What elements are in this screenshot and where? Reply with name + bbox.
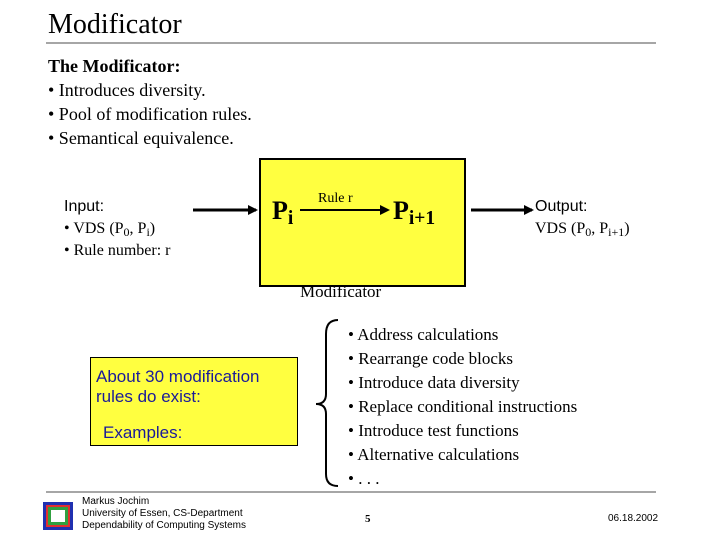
footer-author: Markus Jochim <box>82 496 150 507</box>
intro-heading: The Modificator: <box>48 56 181 76</box>
slide-title: Modificator <box>48 9 182 40</box>
list-item: • Rearrange code blocks <box>348 349 514 368</box>
footer-divider <box>46 491 656 493</box>
curly-brace <box>316 320 338 486</box>
intro-bullet: • Introduces diversity. <box>48 80 206 100</box>
pi1-sub: i+1 <box>408 207 436 229</box>
footer-affiliation: University of Essen, CS-Department <box>82 508 243 519</box>
intro-bullet: • Semantical equivalence. <box>48 128 234 148</box>
list-item: • Alternative calculations <box>348 445 520 464</box>
input-vds-sub0: 0 <box>123 225 130 239</box>
footer-group: Dependability of Computing Systems <box>82 520 246 531</box>
title-divider <box>46 42 656 44</box>
output-block <box>535 196 630 240</box>
note-line: About 30 modification <box>96 367 260 386</box>
examples-label: Examples: <box>103 423 183 442</box>
input-label: Input <box>64 198 100 215</box>
output-vds-prefix: VDS (P <box>535 220 586 237</box>
input-rule-number: • Rule number: r <box>64 242 171 259</box>
input-vds-mid: , P <box>129 220 147 237</box>
modificator-label: Modificator <box>300 282 382 301</box>
input-colon: : <box>99 198 105 215</box>
output-vds-mid: , P <box>591 220 609 237</box>
list-item: • Introduce data diversity <box>348 373 520 392</box>
output-vds <box>535 218 630 240</box>
footer-date: 06.18.2002 <box>608 513 659 524</box>
output-colon: : <box>583 198 588 215</box>
intro-block <box>48 54 252 150</box>
list-item: • Introduce test functions <box>348 421 519 440</box>
intro-bullet: • Pool of modification rules. <box>48 104 252 124</box>
output-vds-end: ) <box>624 220 630 237</box>
pi-sub: i <box>287 207 294 229</box>
input-vds-prefix: • VDS (P <box>64 220 124 237</box>
pi1-base: P <box>393 196 409 225</box>
footer-credits <box>82 496 246 532</box>
rule-label: Rule r <box>318 191 353 206</box>
input-vds-end: ) <box>149 220 156 237</box>
pi-symbol <box>272 196 294 229</box>
page-number: 5 <box>365 513 371 525</box>
pi-base: P <box>272 196 288 225</box>
pi1-symbol <box>393 196 436 229</box>
input-block <box>64 196 170 262</box>
list-item: • . . . <box>348 469 380 488</box>
input-vds-subi: i <box>146 225 150 239</box>
note-line: rules do exist: <box>96 387 201 406</box>
output-vds-sub0: 0 <box>585 225 592 239</box>
university-logo-icon <box>43 502 73 530</box>
list-item: • Address calculations <box>348 325 499 344</box>
output-vds-subi1: i+1 <box>608 225 625 239</box>
examples-list <box>348 323 577 491</box>
input-vds <box>64 218 170 240</box>
note-text <box>96 367 260 407</box>
output-label: Output <box>535 198 584 215</box>
list-item: • Replace conditional instructions <box>348 397 578 416</box>
